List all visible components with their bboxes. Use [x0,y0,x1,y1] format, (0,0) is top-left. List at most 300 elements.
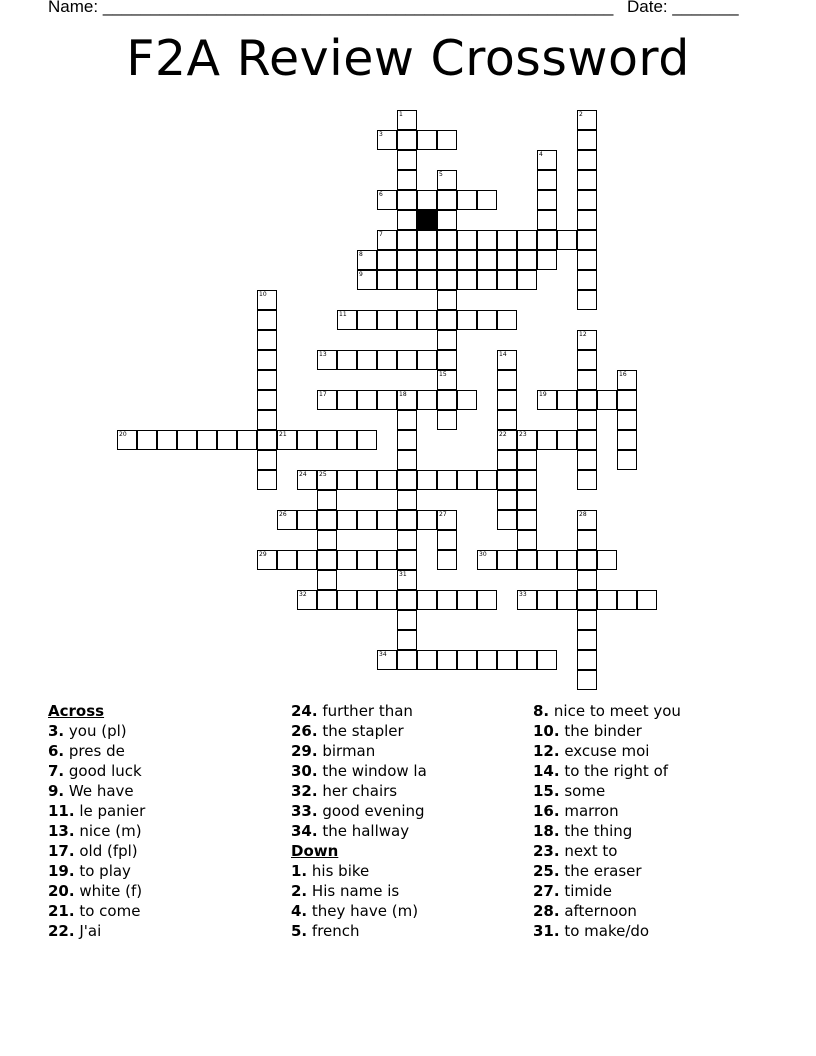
grid-cell[interactable] [577,330,597,350]
grid-cell[interactable] [437,170,457,190]
grid-cell[interactable] [137,430,157,450]
grid-cell[interactable] [397,110,417,130]
grid-cell[interactable] [557,550,577,570]
grid-cell[interactable] [297,510,317,530]
grid-cell[interactable] [537,650,557,670]
clue-text: le panier [74,802,146,820]
grid-cell[interactable] [537,170,557,190]
grid-cell[interactable] [297,550,317,570]
grid-cell[interactable] [437,370,457,390]
grid-cell[interactable] [257,410,277,430]
grid-cell[interactable] [317,350,337,370]
grid-cell[interactable] [397,530,417,550]
clue-text: pres de [64,742,125,760]
clue-text: the eraser [559,862,642,880]
grid-cell[interactable] [157,430,177,450]
grid-cell[interactable] [257,390,277,410]
grid-cell[interactable] [577,530,597,550]
grid-cell[interactable] [457,650,477,670]
grid-cell[interactable] [417,650,437,670]
grid-cell[interactable] [337,510,357,530]
grid-cell[interactable] [477,310,497,330]
grid-cell[interactable] [397,570,417,590]
clue-item [48,861,145,881]
grid-cell[interactable] [397,610,417,630]
grid-cell[interactable] [377,250,397,270]
clue-item [291,781,427,801]
grid-cell[interactable] [377,190,397,210]
clue-text: the binder [559,722,642,740]
clue-item [48,721,145,741]
clue-text: further than [317,702,413,720]
grid-cell[interactable] [497,430,517,450]
grid-cell[interactable] [397,270,417,290]
grid-cell[interactable] [437,390,457,410]
grid-cell[interactable] [397,490,417,510]
grid-cell[interactable] [437,470,457,490]
grid-cell[interactable] [257,550,277,570]
grid-cell[interactable] [617,590,637,610]
grid-cell[interactable] [577,250,597,270]
clue-text: the window la [317,762,427,780]
grid-cell[interactable] [357,250,377,270]
grid-cell[interactable] [557,590,577,610]
grid-cell[interactable] [457,230,477,250]
grid-cell[interactable] [497,270,517,290]
grid-cell[interactable] [397,430,417,450]
grid-cell[interactable] [577,510,597,530]
grid-cell[interactable] [437,230,457,250]
date-line: _______ [672,0,739,16]
grid-cell[interactable] [577,650,597,670]
name-field[interactable] [48,0,613,17]
clue-number: 27. [533,882,560,900]
grid-cell[interactable] [397,310,417,330]
grid-cell[interactable] [317,470,337,490]
grid-cell[interactable] [257,430,277,450]
grid-cell[interactable] [537,230,557,250]
grid-cell[interactable] [417,130,437,150]
grid-cell[interactable] [417,270,437,290]
grid-cell[interactable] [377,230,397,250]
grid-cell[interactable] [437,270,457,290]
grid-cell[interactable] [417,250,437,270]
grid-cell[interactable] [577,370,597,390]
clue-text: white (f) [74,882,143,900]
grid-cell[interactable] [577,290,597,310]
grid-cell[interactable] [337,590,357,610]
grid-cell[interactable] [417,190,437,210]
clue-number-label: 16 [619,371,627,378]
grid-cell[interactable] [537,190,557,210]
grid-cell[interactable] [117,430,137,450]
grid-cell[interactable] [537,210,557,230]
clue-text: We have [64,782,134,800]
grid-cell[interactable] [577,230,597,250]
clue-number-label: 20 [119,431,127,438]
grid-cell[interactable] [377,270,397,290]
grid-cell[interactable] [357,430,377,450]
clue-item [48,781,145,801]
clue-number: 5. [291,922,308,940]
grid-cell[interactable] [417,590,437,610]
clue-item [291,861,427,881]
grid-cell[interactable] [397,130,417,150]
grid-cell[interactable] [257,450,277,470]
grid-cell[interactable] [397,410,417,430]
clue-number: 11. [48,802,75,820]
grid-cell[interactable] [437,210,457,230]
grid-cell[interactable] [537,430,557,450]
grid-cell[interactable] [297,590,317,610]
clue-item [291,921,427,941]
clue-number-label: 19 [539,391,547,398]
clue-number: 6. [48,742,65,760]
clue-text: they have (m) [307,902,419,920]
grid-cell[interactable] [257,350,277,370]
clue-number-label: 2 [579,111,583,118]
clue-item [291,881,427,901]
grid-cell[interactable] [277,430,297,450]
grid-cell[interactable] [577,450,597,470]
grid-cell[interactable] [357,350,377,370]
grid-cell[interactable] [537,390,557,410]
grid-cell[interactable] [397,170,417,190]
grid-cell[interactable] [617,450,637,470]
clue-item [533,901,681,921]
grid-cell[interactable] [477,250,497,270]
grid-cell[interactable] [537,550,557,570]
clue-text: to play [74,862,131,880]
grid-cell[interactable] [437,590,457,610]
clue-text: good evening [317,802,425,820]
grid-cell[interactable] [317,430,337,450]
clue-item [48,901,145,921]
grid-cell[interactable] [397,190,417,210]
clue-text: to the right of [559,762,669,780]
grid-cell[interactable] [397,390,417,410]
clue-number: 19. [48,862,75,880]
grid-cell[interactable] [577,550,597,570]
grid-cell[interactable] [437,510,457,530]
grid-cell[interactable] [457,310,477,330]
grid-cell[interactable] [397,650,417,670]
grid-cell[interactable] [397,210,417,230]
grid-cell[interactable] [377,350,397,370]
grid-cell[interactable] [357,590,377,610]
grid-cell[interactable] [417,350,437,370]
grid-cell[interactable] [437,410,457,430]
grid-cell[interactable] [437,650,457,670]
grid-cell[interactable] [497,490,517,510]
grid-cell[interactable] [337,310,357,330]
grid-cell[interactable] [337,390,357,410]
clue-item [48,761,145,781]
grid-cell[interactable] [477,550,497,570]
grid-cell[interactable] [577,610,597,630]
clue-number: 21. [48,902,75,920]
grid-cell[interactable] [517,490,537,510]
grid-cell[interactable] [317,390,337,410]
grid-cell[interactable] [577,210,597,230]
grid-cell[interactable] [437,290,457,310]
grid-cell[interactable] [497,370,517,390]
grid-cell[interactable] [377,310,397,330]
grid-cell[interactable] [237,430,257,450]
clue-number: 20. [48,882,75,900]
clue-number: 26. [291,722,318,740]
grid-cell[interactable] [617,430,637,450]
grid-cell[interactable] [537,250,557,270]
grid-cell[interactable] [457,270,477,290]
grid-cell[interactable] [517,250,537,270]
grid-cell[interactable] [177,430,197,450]
grid-cell[interactable] [257,290,277,310]
grid-cell[interactable] [517,650,537,670]
grid-cell[interactable] [317,550,337,570]
clue-number: 22. [48,922,75,940]
grid-cell[interactable] [517,230,537,250]
clue-text: you (pl) [64,722,127,740]
clue-item [291,741,427,761]
grid-cell[interactable] [537,150,557,170]
grid-cell[interactable] [317,590,337,610]
clue-item [533,841,681,861]
grid-cell[interactable] [537,590,557,610]
grid-cell[interactable] [437,350,457,370]
clue-number-label: 10 [259,291,267,298]
clue-item [291,701,427,721]
grid-cell[interactable] [357,390,377,410]
grid-cell[interactable] [257,370,277,390]
name-label: Name: [48,0,99,16]
grid-cell[interactable] [257,330,277,350]
clue-number-label: 17 [319,391,327,398]
grid-cell[interactable] [337,430,357,450]
grid-cell[interactable] [457,250,477,270]
grid-cell[interactable] [457,470,477,490]
grid-cell[interactable] [437,130,457,150]
clue-number-label: 31 [399,571,407,578]
clue-number-label: 12 [579,331,587,338]
clue-number-label: 14 [499,351,507,358]
grid-cell[interactable] [557,230,577,250]
grid-cell[interactable] [577,150,597,170]
clue-number-label: 7 [379,231,383,238]
grid-cell[interactable] [417,510,437,530]
grid-cell[interactable] [517,590,537,610]
grid-cell[interactable] [317,490,337,510]
grid-cell[interactable] [617,410,637,430]
grid-cell[interactable] [577,590,597,610]
grid-cell[interactable] [377,650,397,670]
grid-cell[interactable] [317,510,337,530]
grid-cell[interactable] [517,470,537,490]
clue-number: 17. [48,842,75,860]
grid-cell[interactable] [417,230,437,250]
grid-cell[interactable] [297,470,317,490]
grid-cell[interactable] [577,570,597,590]
clue-item [533,921,681,941]
grid-cell[interactable] [577,630,597,650]
grid-cell[interactable] [417,470,437,490]
clue-number-label: 34 [379,651,387,658]
grid-cell[interactable] [477,470,497,490]
grid-cell[interactable] [497,250,517,270]
grid-cell[interactable] [397,550,417,570]
clue-number: 29. [291,742,318,760]
grid-cell[interactable] [477,590,497,610]
grid-cell[interactable] [397,510,417,530]
clue-number: 33. [291,802,318,820]
grid-cell[interactable] [517,450,537,470]
grid-cell[interactable] [497,550,517,570]
grid-cell[interactable] [277,550,297,570]
grid-cell[interactable] [477,190,497,210]
grid-cell[interactable] [197,430,217,450]
grid-cell[interactable] [597,590,617,610]
grid-cell[interactable] [577,430,597,450]
grid-cell[interactable] [497,310,517,330]
grid-cell[interactable] [457,190,477,210]
grid-cell[interactable] [497,390,517,410]
grid-cell[interactable] [577,190,597,210]
grid-cell[interactable] [557,430,577,450]
grid-cell[interactable] [437,190,457,210]
grid-cell[interactable] [637,590,657,610]
grid-cell[interactable] [437,530,457,550]
grid-cell[interactable] [397,470,417,490]
grid-cell[interactable] [497,350,517,370]
grid-cell[interactable] [377,510,397,530]
grid-cell[interactable] [357,510,377,530]
grid-cell[interactable] [397,250,417,270]
grid-cell[interactable] [497,410,517,430]
grid-cell[interactable] [277,510,297,530]
date-field[interactable] [627,0,739,17]
grid-cell[interactable] [617,390,637,410]
grid-cell[interactable] [377,590,397,610]
grid-cell[interactable] [517,430,537,450]
clue-item [533,781,681,801]
grid-cell[interactable] [597,390,617,410]
clues-column-1 [48,701,145,941]
clue-text: french [307,922,360,940]
grid-cell[interactable] [377,470,397,490]
grid-cell[interactable] [477,270,497,290]
grid-cell[interactable] [577,470,597,490]
clue-number-label: 33 [519,591,527,598]
grid-cell[interactable] [297,430,317,450]
clue-number: 25. [533,862,560,880]
clue-number: 13. [48,822,75,840]
clue-number-label: 23 [519,431,527,438]
grid-cell[interactable] [377,550,397,570]
grid-cell[interactable] [397,450,417,470]
clue-text: nice (m) [74,822,142,840]
grid-cell[interactable] [577,350,597,370]
grid-cell[interactable] [437,250,457,270]
grid-cell[interactable] [397,350,417,370]
grid-cell[interactable] [597,550,617,570]
grid-cell[interactable] [437,330,457,350]
grid-cell[interactable] [497,450,517,470]
grid-cell[interactable] [217,430,237,450]
grid-cell[interactable] [577,390,597,410]
grid-cell[interactable] [497,650,517,670]
grid-cell[interactable] [517,530,537,550]
clue-item [533,721,681,741]
grid-cell[interactable] [517,270,537,290]
clue-text: his bike [307,862,370,880]
clue-number-label: 30 [479,551,487,558]
grid-cell[interactable] [357,310,377,330]
clue-number-label: 13 [319,351,327,358]
grid-cell[interactable] [397,630,417,650]
clue-number: 8. [533,702,550,720]
grid-cell[interactable] [337,470,357,490]
grid-cell[interactable] [477,230,497,250]
grid-cell[interactable] [457,390,477,410]
grid-cell[interactable] [257,310,277,330]
grid-cell[interactable] [337,550,357,570]
grid-cell[interactable] [437,550,457,570]
grid-cell[interactable] [437,310,457,330]
grid-cell[interactable] [457,590,477,610]
clue-item [291,721,427,741]
grid-cell[interactable] [257,470,277,490]
grid-cell[interactable] [357,270,377,290]
grid-cell[interactable] [577,110,597,130]
clue-number-label: 15 [439,371,447,378]
clue-number-label: 5 [439,171,443,178]
clue-number-label: 4 [539,151,543,158]
grid-cell[interactable] [617,370,637,390]
grid-cell[interactable] [397,590,417,610]
grid-cell[interactable] [377,390,397,410]
clue-item [291,801,427,821]
clue-number: 23. [533,842,560,860]
grid-cell[interactable] [417,390,437,410]
grid-cell[interactable] [497,230,517,250]
clue-number-label: 21 [279,431,287,438]
grid-cell[interactable] [517,550,537,570]
grid-cell[interactable] [397,230,417,250]
date-label: Date: [627,0,668,16]
grid-cell[interactable] [397,150,417,170]
grid-cell[interactable] [577,270,597,290]
grid-cell[interactable] [377,130,397,150]
grid-cell[interactable] [357,470,377,490]
grid-cell[interactable] [577,170,597,190]
clue-number-label: 27 [439,511,447,518]
grid-cell[interactable] [417,310,437,330]
grid-cell[interactable] [497,470,517,490]
grid-cell[interactable] [577,130,597,150]
clue-text: to make/do [559,922,650,940]
grid-cell[interactable] [557,390,577,410]
grid-cell[interactable] [337,350,357,370]
across-heading: Across [48,702,105,720]
grid-cell[interactable] [517,510,537,530]
grid-cell[interactable] [497,510,517,530]
grid-cell[interactable] [317,530,337,550]
grid-cell[interactable] [357,550,377,570]
grid-cell[interactable] [317,570,337,590]
grid-cell[interactable] [577,410,597,430]
grid-cell[interactable] [577,670,597,690]
grid-cell[interactable] [477,650,497,670]
